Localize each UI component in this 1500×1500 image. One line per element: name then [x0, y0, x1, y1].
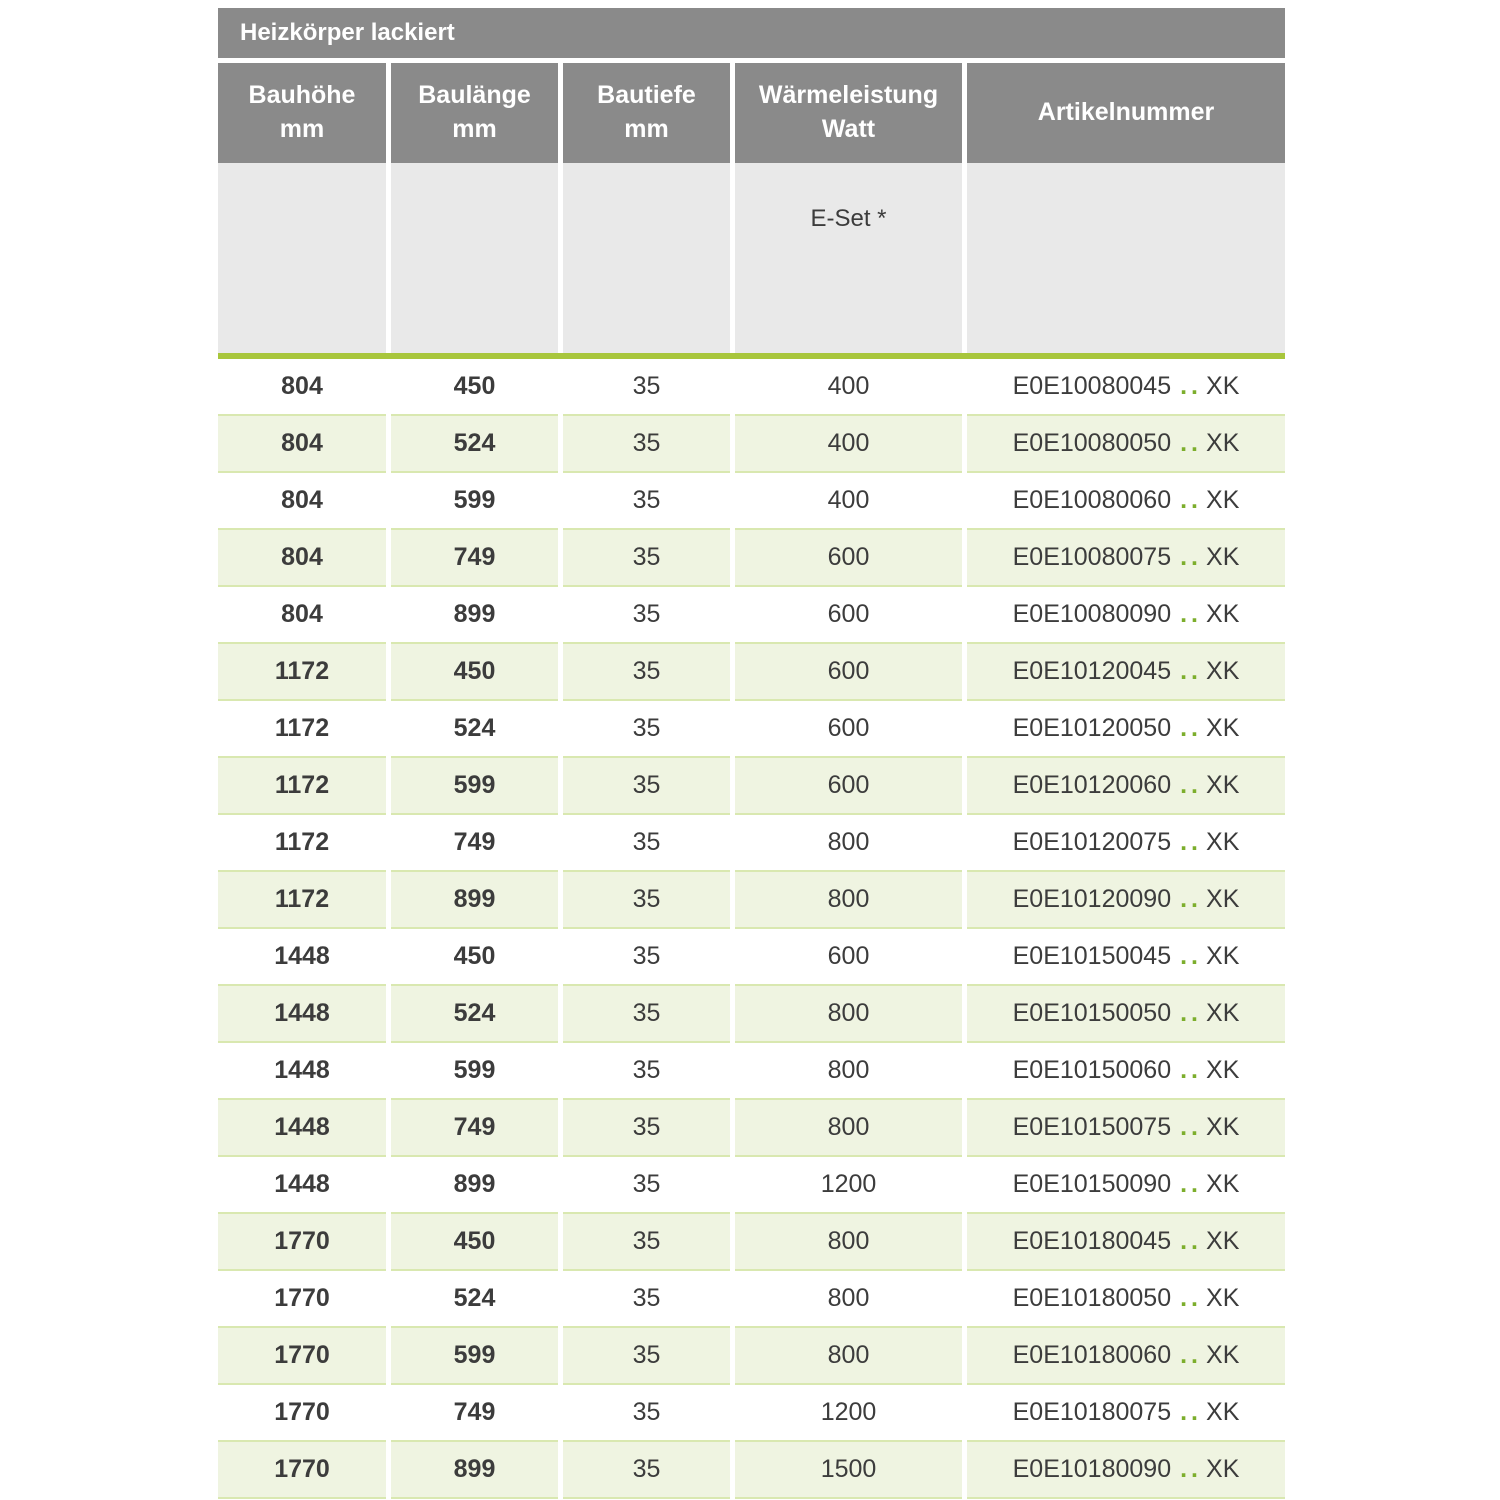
artikel-dots: .. [1180, 1341, 1203, 1369]
artikel-dots: .. [1180, 1398, 1203, 1426]
column-header-bautiefe [563, 63, 730, 163]
table-row [218, 872, 1285, 929]
table-row [218, 1328, 1285, 1385]
cell-bauhoehe: 804 [218, 473, 386, 530]
cell-bautiefe: 35 [563, 986, 730, 1043]
artikel-suffix: XK [1206, 429, 1240, 457]
cell-bautiefe: 35 [563, 644, 730, 701]
artikel-dots: .. [1180, 372, 1203, 400]
artikel-prefix: E0E10150050 [1012, 999, 1172, 1027]
cell-bauhoehe: 804 [218, 416, 386, 473]
cell-bauhoehe: 1448 [218, 1043, 386, 1100]
table-row [218, 1385, 1285, 1442]
column-header-label: Baulänge [418, 81, 531, 110]
artikel-suffix: XK [1206, 1341, 1240, 1369]
artikel-dots: .. [1180, 1056, 1203, 1084]
cell-bautiefe: 35 [563, 701, 730, 758]
column-header-unit: mm [624, 115, 669, 143]
cell-artikelnummer [967, 815, 1285, 872]
subheader-cell-bauhoehe [218, 163, 386, 353]
cell-artikelnummer [967, 530, 1285, 587]
cell-bautiefe: 35 [563, 530, 730, 587]
column-header-waermeleistung [735, 63, 962, 163]
artikel-prefix: E0E10120060 [1012, 771, 1172, 799]
table-row [218, 1043, 1285, 1100]
cell-watt: 800 [735, 872, 962, 929]
subheader-cell-bautiefe [563, 163, 730, 353]
cell-watt: 800 [735, 1214, 962, 1271]
artikel-dots: .. [1180, 942, 1203, 970]
artikel-dots: .. [1180, 1113, 1203, 1141]
artikel-suffix: XK [1206, 942, 1240, 970]
column-header-label: Wärmeleistung [758, 81, 939, 110]
column-header-unit: mm [452, 115, 497, 143]
artikel-dots: .. [1180, 1284, 1203, 1312]
artikel-dots: .. [1180, 600, 1203, 628]
cell-bauhoehe: 1770 [218, 1214, 386, 1271]
table-row [218, 587, 1285, 644]
cell-baulaenge: 899 [391, 587, 558, 644]
cell-baulaenge: 749 [391, 1100, 558, 1157]
cell-artikelnummer [967, 359, 1285, 416]
artikel-suffix: XK [1206, 1227, 1240, 1255]
column-header-bauhoehe [218, 63, 386, 163]
artikel-dots: .. [1180, 714, 1203, 742]
cell-bauhoehe: 1448 [218, 929, 386, 986]
column-header-label: Artikelnummer [1037, 98, 1215, 127]
table-row [218, 644, 1285, 701]
cell-artikelnummer [967, 872, 1285, 929]
table-title: Heizkörper lackiert [218, 8, 1285, 58]
table-row [218, 473, 1285, 530]
table-row [218, 986, 1285, 1043]
cell-baulaenge: 450 [391, 359, 558, 416]
cell-artikelnummer [967, 1100, 1285, 1157]
cell-artikelnummer [967, 986, 1285, 1043]
artikel-prefix: E0E10150090 [1012, 1170, 1172, 1198]
cell-bauhoehe: 1770 [218, 1442, 386, 1499]
table-row [218, 416, 1285, 473]
artikel-prefix: E0E10120075 [1012, 828, 1172, 856]
cell-bauhoehe: 1448 [218, 1100, 386, 1157]
artikel-suffix: XK [1206, 486, 1240, 514]
cell-watt: 600 [735, 758, 962, 815]
cell-artikelnummer [967, 929, 1285, 986]
cell-watt: 800 [735, 986, 962, 1043]
cell-artikelnummer [967, 1328, 1285, 1385]
cell-bautiefe: 35 [563, 1385, 730, 1442]
cell-watt: 800 [735, 1100, 962, 1157]
artikel-prefix: E0E10150075 [1012, 1113, 1172, 1141]
cell-bautiefe: 35 [563, 587, 730, 644]
artikel-prefix: E0E10180075 [1012, 1398, 1172, 1426]
artikel-dots: .. [1180, 429, 1203, 457]
cell-bauhoehe: 1172 [218, 701, 386, 758]
header-row [218, 63, 1285, 163]
cell-artikelnummer [967, 1442, 1285, 1499]
column-header-baulaenge [391, 63, 558, 163]
table-row [218, 815, 1285, 872]
artikel-suffix: XK [1206, 1170, 1240, 1198]
artikel-dots: .. [1180, 657, 1203, 685]
cell-artikelnummer [967, 416, 1285, 473]
artikel-dots: .. [1180, 1170, 1203, 1198]
table-row [218, 1442, 1285, 1499]
cell-bauhoehe: 1770 [218, 1385, 386, 1442]
artikel-suffix: XK [1206, 1056, 1240, 1084]
artikel-prefix: E0E10080090 [1012, 600, 1172, 628]
eset-label: E-Set * [810, 205, 887, 232]
artikel-prefix: E0E10080075 [1012, 543, 1172, 571]
cell-artikelnummer [967, 1271, 1285, 1328]
column-header-artikelnummer [967, 63, 1285, 163]
cell-baulaenge: 899 [391, 1442, 558, 1499]
artikel-suffix: XK [1206, 999, 1240, 1027]
artikel-suffix: XK [1206, 372, 1240, 400]
table-row [218, 530, 1285, 587]
subheader-cell-eset [735, 163, 962, 353]
column-header-label: Bautiefe [597, 81, 696, 110]
artikel-suffix: XK [1206, 1284, 1240, 1312]
cell-bauhoehe: 1448 [218, 1157, 386, 1214]
cell-watt: 600 [735, 929, 962, 986]
cell-baulaenge: 524 [391, 986, 558, 1043]
cell-bauhoehe: 1172 [218, 644, 386, 701]
artikel-prefix: E0E10120045 [1012, 657, 1172, 685]
cell-watt: 600 [735, 701, 962, 758]
artikel-suffix: XK [1206, 885, 1240, 913]
cell-artikelnummer [967, 587, 1285, 644]
artikel-prefix: E0E10120050 [1012, 714, 1172, 742]
cell-watt: 600 [735, 644, 962, 701]
table-body [218, 359, 1285, 1499]
artikel-prefix: E0E10180045 [1012, 1227, 1172, 1255]
artikel-prefix: E0E10080045 [1012, 372, 1172, 400]
artikel-dots: .. [1180, 486, 1203, 514]
cell-artikelnummer [967, 473, 1285, 530]
column-header-unit: Watt [821, 115, 876, 143]
cell-baulaenge: 599 [391, 1043, 558, 1100]
cell-bautiefe: 35 [563, 1100, 730, 1157]
cell-artikelnummer [967, 1214, 1285, 1271]
cell-bautiefe: 35 [563, 929, 730, 986]
cell-artikelnummer [967, 701, 1285, 758]
cell-baulaenge: 450 [391, 929, 558, 986]
cell-watt: 600 [735, 530, 962, 587]
artikel-prefix: E0E10180050 [1012, 1284, 1172, 1312]
table-row [218, 1271, 1285, 1328]
artikel-dots: .. [1180, 885, 1203, 913]
cell-artikelnummer [967, 1157, 1285, 1214]
subheader-cell-baulaenge [391, 163, 558, 353]
artikel-prefix: E0E10150045 [1012, 942, 1172, 970]
subheader-cell-artikelnummer [967, 163, 1285, 353]
table-row [218, 1214, 1285, 1271]
cell-baulaenge: 524 [391, 1271, 558, 1328]
cell-baulaenge: 749 [391, 815, 558, 872]
cell-watt: 1200 [735, 1385, 962, 1442]
cell-baulaenge: 599 [391, 1328, 558, 1385]
cell-watt: 800 [735, 1328, 962, 1385]
cell-baulaenge: 450 [391, 644, 558, 701]
cell-artikelnummer [967, 1043, 1285, 1100]
table-row [218, 929, 1285, 986]
table-row [218, 1100, 1285, 1157]
cell-baulaenge: 524 [391, 701, 558, 758]
cell-watt: 400 [735, 473, 962, 530]
artikel-dots: .. [1180, 543, 1203, 571]
artikel-suffix: XK [1206, 543, 1240, 571]
cell-bautiefe: 35 [563, 872, 730, 929]
cell-bautiefe: 35 [563, 1214, 730, 1271]
column-header-unit: mm [279, 115, 325, 143]
cell-bauhoehe: 804 [218, 530, 386, 587]
artikel-dots: .. [1180, 771, 1203, 799]
artikel-prefix: E0E10080050 [1012, 429, 1172, 457]
cell-bautiefe: 35 [563, 815, 730, 872]
cell-bauhoehe: 804 [218, 587, 386, 644]
cell-watt: 400 [735, 359, 962, 416]
artikel-prefix: E0E10080060 [1012, 486, 1172, 514]
artikel-prefix: E0E10150060 [1012, 1056, 1172, 1084]
cell-baulaenge: 899 [391, 872, 558, 929]
cell-watt: 800 [735, 1043, 962, 1100]
cell-baulaenge: 899 [391, 1157, 558, 1214]
cell-bautiefe: 35 [563, 359, 730, 416]
subheader-row [218, 163, 1285, 353]
cell-bautiefe: 35 [563, 758, 730, 815]
cell-bautiefe: 35 [563, 1157, 730, 1214]
cell-bauhoehe: 1770 [218, 1271, 386, 1328]
artikel-suffix: XK [1206, 600, 1240, 628]
table-row [218, 701, 1285, 758]
cell-bautiefe: 35 [563, 1442, 730, 1499]
artikel-dots: .. [1180, 828, 1203, 856]
cell-bautiefe: 35 [563, 473, 730, 530]
cell-bauhoehe: 1172 [218, 872, 386, 929]
artikel-dots: .. [1180, 999, 1203, 1027]
cell-watt: 1200 [735, 1157, 962, 1214]
cell-watt: 400 [735, 416, 962, 473]
cell-baulaenge: 749 [391, 1385, 558, 1442]
artikel-suffix: XK [1206, 657, 1240, 685]
cell-bautiefe: 35 [563, 416, 730, 473]
cell-watt: 600 [735, 587, 962, 644]
artikel-suffix: XK [1206, 828, 1240, 856]
cell-bauhoehe: 1770 [218, 1328, 386, 1385]
table-row [218, 758, 1285, 815]
artikel-suffix: XK [1206, 1113, 1240, 1141]
cell-bauhoehe: 1448 [218, 986, 386, 1043]
cell-artikelnummer [967, 758, 1285, 815]
cell-watt: 1500 [735, 1442, 962, 1499]
cell-bautiefe: 35 [563, 1043, 730, 1100]
column-header-label: Bauhöhe [248, 81, 356, 110]
cell-baulaenge: 749 [391, 530, 558, 587]
cell-watt: 800 [735, 1271, 962, 1328]
cell-bautiefe: 35 [563, 1271, 730, 1328]
cell-artikelnummer [967, 644, 1285, 701]
artikel-prefix: E0E10180090 [1012, 1455, 1172, 1483]
product-table [218, 8, 1285, 1499]
artikel-dots: .. [1180, 1455, 1203, 1483]
cell-watt: 800 [735, 815, 962, 872]
cell-bauhoehe: 804 [218, 359, 386, 416]
cell-baulaenge: 450 [391, 1214, 558, 1271]
artikel-suffix: XK [1206, 1398, 1240, 1426]
artikel-dots: .. [1180, 1227, 1203, 1255]
artikel-suffix: XK [1206, 771, 1240, 799]
cell-bauhoehe: 1172 [218, 815, 386, 872]
cell-baulaenge: 599 [391, 758, 558, 815]
artikel-prefix: E0E10180060 [1012, 1341, 1172, 1369]
cell-bauhoehe: 1172 [218, 758, 386, 815]
cell-baulaenge: 599 [391, 473, 558, 530]
cell-bautiefe: 35 [563, 1328, 730, 1385]
cell-baulaenge: 524 [391, 416, 558, 473]
cell-artikelnummer [967, 1385, 1285, 1442]
artikel-suffix: XK [1206, 1455, 1240, 1483]
table-row [218, 359, 1285, 416]
artikel-prefix: E0E10120090 [1012, 885, 1172, 913]
table-row [218, 1157, 1285, 1214]
artikel-suffix: XK [1206, 714, 1240, 742]
